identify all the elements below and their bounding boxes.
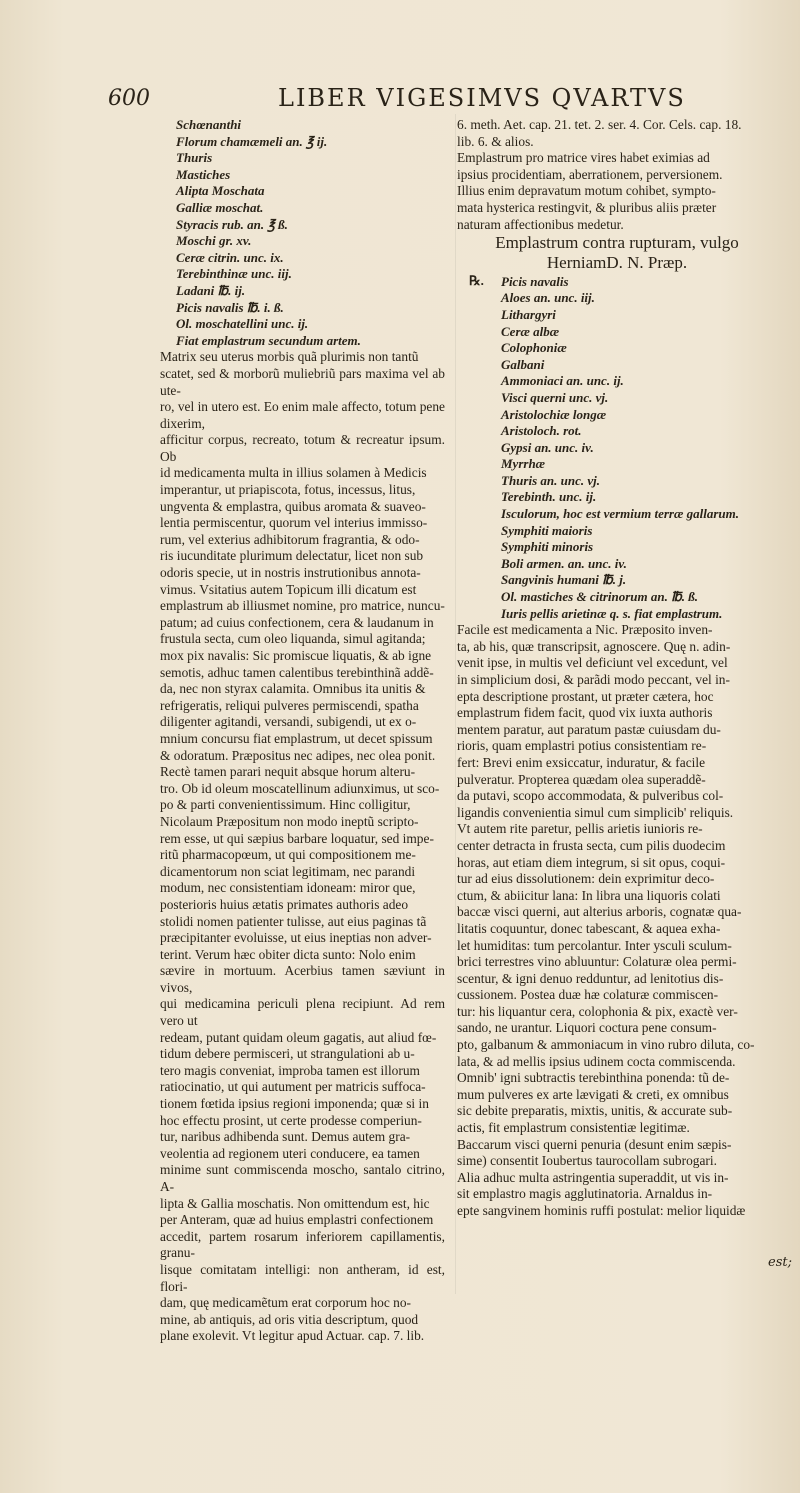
- text-line: hoc effectu prosint, ut certe prodesse comperiun-: [160, 1112, 422, 1128]
- ingredient-line: Thuris: [176, 150, 213, 166]
- ingredient-line: Mastiches: [176, 166, 231, 182]
- text-line: Nicolaum Præpositum non modo ineptũ scripto-: [160, 813, 419, 829]
- ingredient-line: Aristolochiæ longæ: [501, 406, 607, 422]
- text-line: Omnib' igni subtractis terebinthina ponenda: tũ de-: [457, 1070, 730, 1086]
- text-line: venit ipse, in multis vel deficiunt vel excedunt, vel: [457, 655, 728, 671]
- text-line: ris iucunditate plurimum delectatur, licet non sub: [160, 548, 424, 564]
- text-line: tur: his liquantur cera, colophonia & pix, exactè ver-: [457, 1003, 738, 1019]
- text-line: emplastrum fidem facit, quod vix iuxta authoris: [457, 705, 713, 721]
- ingredient-line: Moschi gr. xv.: [176, 233, 252, 249]
- text-line: baccæ visci querni, aut alterius arboris, cognatæ qua-: [457, 904, 742, 920]
- ingredient-line: Picis navalis ℔. i. ß.: [176, 299, 284, 315]
- text-line: vimus. Vsitatius autem Topicum illi dicatum est: [160, 581, 417, 597]
- text-line: diligenter agitandi, versandi, subigendi, ut ex o-: [160, 714, 417, 730]
- text-line: litatis coquuntur, donec tabescant, & aquea exha-: [457, 920, 721, 936]
- page-header: [108, 86, 758, 116]
- text-line: minime sunt commiscenda moscho, santalo citrino, A-: [160, 1162, 445, 1194]
- catchword: est;: [768, 1255, 792, 1270]
- text-line: & odoratum. Præpositus nec adipes, nec olea ponit.: [160, 747, 436, 763]
- ingredient-line: Schœnanthi: [176, 117, 242, 132]
- text-line: refrigeratis, reliqui pulveres permiscendi, spatha: [160, 697, 419, 713]
- ingredient-line: Visci querni unc. vj.: [501, 389, 609, 405]
- text-line: imperantur, ut priapiscota, fotus, incessus, litus,: [160, 482, 416, 498]
- text-line: lipta & Gallia moschatis. Non omittendum est, hic: [160, 1195, 430, 1211]
- ingredient-line: Terebinthinæ unc. iij.: [176, 266, 292, 282]
- text-line: ipsius procidentiam, aberrationem, perversionem.: [457, 166, 723, 182]
- column-divider: [455, 114, 456, 1294]
- text-line: in simplicium dosi, & parãdi modo peccant, vel in-: [457, 672, 730, 687]
- text-line: lisque comitatam intelligi: non antheram, id est, flori-: [160, 1261, 445, 1294]
- ingredient-line: Styracis rub. an. ℥ ß.: [176, 216, 288, 232]
- text-line: 6. meth. Aet. cap. 21. tet. 2. ser. 4. Cor. Cels. cap. 18.: [457, 117, 742, 132]
- text-line: Facile est medicamenta a Nic. Præposito inven-: [457, 622, 713, 638]
- text-line: da, nec non styrax calamita. Omnibus ita unitis &: [160, 681, 426, 697]
- text-line: mentem paratur, aut paratum pastæ cuiusdam du-: [457, 721, 721, 737]
- text-line: mine, ab antiquis, ad oris vitia descriptum, quod: [160, 1311, 419, 1327]
- ingredient-line: Lithargyri: [501, 306, 556, 322]
- text-line: tero magis conveniat, improba tamen est illorum: [160, 1062, 420, 1078]
- text-line: ligandis convenientia simul cum simplicib' reliquis.: [457, 804, 734, 820]
- right-ingredient-list: [457, 274, 777, 622]
- ingredient-line: Myrrhæ: [501, 456, 546, 472]
- text-line: sit emplastro magis agglutinatoria. Arnaldus in-: [457, 1186, 713, 1202]
- text-line: fert: Brevi enim exsiccatur, induratur, & facile: [457, 754, 706, 770]
- ingredient-line: Galliæ moschat.: [176, 199, 264, 215]
- text-line: actis, fit emplastrum consistentiæ legitimæ.: [457, 1120, 690, 1136]
- text-line: terint. Verum hæc obiter dicta sunto: Nolo enim: [160, 946, 416, 962]
- text-line: Vt autem rite paretur, pellis arietis iunioris re-: [457, 821, 703, 837]
- recipe-title-line-2: HerniamD. N. Præp.: [546, 253, 688, 273]
- text-line: sando, ne urantur. Liquori coctura pene consum-: [457, 1020, 717, 1036]
- ingredient-line: Florum chamæmeli an. ℥ ij.: [176, 133, 328, 149]
- ingredient-line: Boli armen. an. unc. iv.: [501, 555, 627, 571]
- ingredient-line: Terebinth. unc. ij.: [501, 489, 597, 505]
- text-line: dicamentorum non sciat legitimam, nec parandi: [160, 863, 416, 879]
- text-line: lib. 6. & alios.: [457, 133, 534, 149]
- ingredient-line: Colophoniæ: [501, 340, 567, 356]
- text-line: tur, naribus adhibenda sunt. Demus autem gra-: [160, 1129, 411, 1145]
- text-line: ta, ab his, quæ transcripsit, agnoscere. Quę n. adin-: [457, 638, 731, 654]
- text-line: Alia adhuc multa astringentia superaddit, ut vis in-: [457, 1169, 729, 1185]
- text-line: Rectè tamen parari nequit absque horum alteru-: [160, 764, 416, 780]
- text-line: epta descriptione prostant, ut præter cætera, hoc: [457, 688, 714, 704]
- text-line: ro, vel in utero est. Eo enim male affecto, totum pene dixerim,: [160, 399, 445, 431]
- text-line: mum pulveres ex arte lævigati & creti, ex omnibus: [457, 1086, 729, 1102]
- text-line: stolidi nomen patienter tulisse, aut eius paginas tã: [160, 913, 427, 929]
- ingredient-line: Symphiti maioris: [501, 522, 593, 538]
- text-line: præcipitanter evoluisse, ut eius ineptias non adver-: [160, 930, 432, 946]
- text-line: afficitur corpus, recreato, totum & recreatur ipsum. Ob: [160, 432, 445, 464]
- text-line: redeam, putant quidam oleum gagatis, aut aliud fœ-: [160, 1029, 437, 1045]
- text-line: Illius enim depravatum motum cohibet, sympto-: [457, 183, 716, 199]
- left-ingredient-list: [160, 117, 445, 349]
- text-line: patum; ad cuius confectionem, cera & laudanum in: [160, 614, 434, 630]
- text-line: naturam affectionibus medetur.: [457, 216, 624, 232]
- ingredient-line: Ceræ albæ: [501, 323, 560, 339]
- text-line: mata hysterica restingvit, & pluribus aliis præter: [457, 199, 717, 215]
- ingredient-line: Ladani ℔. ij.: [176, 282, 246, 298]
- rx-symbol: ℞.: [469, 273, 484, 289]
- ingredient-line: Aloes an. unc. iij.: [501, 290, 595, 306]
- text-line: mnium concursu fiat emplastrum, ut decet spissum: [160, 730, 433, 746]
- text-line: pto, galbanum & ammoniacum in vino rubro diluta, co-: [457, 1037, 755, 1053]
- text-line: Matrix seu uterus morbis quã plurimis non tantũ: [160, 349, 419, 365]
- ingredient-line: Isculorum, hoc est vermium terræ gallarum.: [501, 506, 739, 522]
- text-line: scatet, sed & morborũ muliebriũ pars maxima vel ab ute-: [160, 365, 445, 398]
- text-line: ritũ pharmacopœum, ut qui compositionem me-: [160, 847, 416, 863]
- text-line: rem esse, ut qui sæpius barbare loquatur, sed impe-: [160, 830, 434, 846]
- text-line: posterioris huius ætatis primates authoris adeo: [160, 896, 409, 912]
- ingredient-line: Thuris an. unc. vj.: [501, 472, 600, 488]
- text-line: emplastrum ab illiusmet nomine, pro matrice, nuncu-: [160, 598, 445, 614]
- text-line: semotis, adhuc tamen calentibus terebinthinã addẽ-: [160, 664, 434, 680]
- text-line: lata, & ad mellis ipsius udinem cocta commiscenda.: [457, 1053, 736, 1069]
- text-line: horas, aut etiam diem integrum, si sit opus, coqui-: [457, 854, 726, 870]
- text-line: ctum, & abiicitur lana: In libra una liquoris colati: [457, 887, 721, 903]
- right-column: [457, 117, 777, 1220]
- text-line: sime) consentit Ioubertus taurocollam subrogari.: [457, 1153, 717, 1169]
- text-line: id medicamenta multa in illius solamen à Medicis: [160, 465, 427, 481]
- text-line: accedit, partem rosarum inferiorem capillamentis, granu-: [160, 1228, 445, 1261]
- ingredient-line: Iuris pellis arietinæ q. s. fiat emplastrum.: [501, 605, 723, 621]
- text-line: tionem fœtida ipsius regioni imponenda; quæ si in: [160, 1096, 429, 1112]
- text-line: Baccarum visci querni penuria (desunt enim sæpis-: [457, 1136, 732, 1152]
- right-top-text: [457, 117, 777, 233]
- text-line: pulveratur. Propterea quædam olea superaddẽ-: [457, 771, 706, 787]
- right-body-text: [457, 622, 777, 1219]
- text-line: brici terrestres vino abluuntur: Colaturæ olea permi-: [457, 954, 737, 970]
- ingredient-line: Sangvinis humani ℔. j.: [501, 572, 627, 588]
- ingredient-line: Ceræ citrin. unc. ix.: [176, 249, 284, 265]
- ingredient-line: Ammoniaci an. unc. ij.: [501, 373, 624, 389]
- text-line: center detracta in frusta secta, cum pilis duodecim: [457, 837, 726, 853]
- ingredient-line: Aristoloch. rot.: [501, 423, 582, 439]
- text-line: dam, quę medicamẽtum erat corporum hoc no-: [160, 1295, 411, 1311]
- text-line: epte sangvinem hominis ruffi postulat: melior liquidæ: [457, 1203, 746, 1218]
- recipe-title-line-1: Emplastrum contra rupturam, vulgo: [495, 233, 739, 253]
- text-line: tidum debere permisceri, ut strangulationi ab u-: [160, 1046, 415, 1062]
- ingredient-line: Alipta Moschata: [176, 183, 265, 199]
- text-line: rum, vel exterius adhibitorum fragrantia, & odo-: [160, 531, 420, 547]
- text-line: scentur, & igni denuo redduntur, ad lenitotius dis-: [457, 970, 724, 986]
- text-line: tur ad eius dissolutionem: dein exprimitur deco-: [457, 871, 715, 887]
- ingredient-line: Ol. moschatellini unc. ij.: [176, 316, 309, 332]
- ingredient-line: Picis navalis: [501, 273, 569, 289]
- text-line: plane exolevit. Vt legitur apud Actuar. cap. 7. lib.: [160, 1328, 425, 1344]
- text-line: modum, nec consistentiam idoneam: miror que,: [160, 880, 416, 896]
- text-line: let humiditas: tum percolantur. Inter ysculi sculum-: [457, 937, 732, 953]
- ingredient-line: Symphiti minoris: [501, 539, 594, 555]
- text-line: qui medicamina periculi plena recipiunt. Ad rem vero ut: [160, 996, 445, 1029]
- text-line: lentia permiscentur, quorum vel interius immisso-: [160, 515, 428, 531]
- text-line: mox pix navalis: Sic promiscue liquatis, & ab igne: [160, 648, 432, 663]
- text-line: frustula secta, cum oleo liquanda, simul agitanda;: [160, 631, 426, 647]
- text-line: ratiocinatio, ut qui autument per matricis suffoca-: [160, 1079, 426, 1095]
- text-line: Emplastrum pro matrice vires habet eximias ad: [457, 150, 710, 166]
- text-line: sic debite preparatis, mixtis, unitis, & accurate sub-: [457, 1103, 733, 1119]
- page-number: 600: [108, 86, 150, 111]
- ingredient-line: Fiat emplastrum secundum artem.: [176, 332, 361, 348]
- left-column: [160, 117, 445, 1345]
- text-line: per Anteram, quæ ad huius emplastri confectionem: [160, 1212, 434, 1228]
- text-line: ungventa & emplastra, quibus aromata & suaveo-: [160, 498, 426, 514]
- text-line: odoris specie, ut in nostris instrutionibus annota-: [160, 565, 421, 581]
- left-body-text: [160, 349, 445, 1345]
- text-line: cussionem. Postea duæ hæ colaturæ commiscen-: [457, 987, 719, 1003]
- text-line: po & parti convenientissimum. Hinc colligitur,: [160, 797, 411, 813]
- text-line: tro. Ob id oleum moscatellinum adiunximus, ut sco-: [160, 780, 440, 796]
- running-head: LIBER VIGESIMVS QVARTVS: [278, 84, 686, 112]
- ingredient-line: Galbani: [501, 356, 545, 372]
- text-line: veolentia ad regionem uteri conducere, ea tamen: [160, 1145, 420, 1161]
- text-line: rioris, quam emplastri potius consistentiam re-: [457, 738, 707, 754]
- ingredient-line: Gypsi an. unc. iv.: [501, 439, 594, 455]
- text-line: da putavi, scopo accommodata, & pulveribus col-: [457, 788, 724, 804]
- text-line: sævire in mortuum. Acerbius tamen sæviunt in vivos,: [160, 963, 445, 995]
- ingredient-line: Ol. mastiches & citrinorum an. ℔. ß.: [501, 589, 698, 605]
